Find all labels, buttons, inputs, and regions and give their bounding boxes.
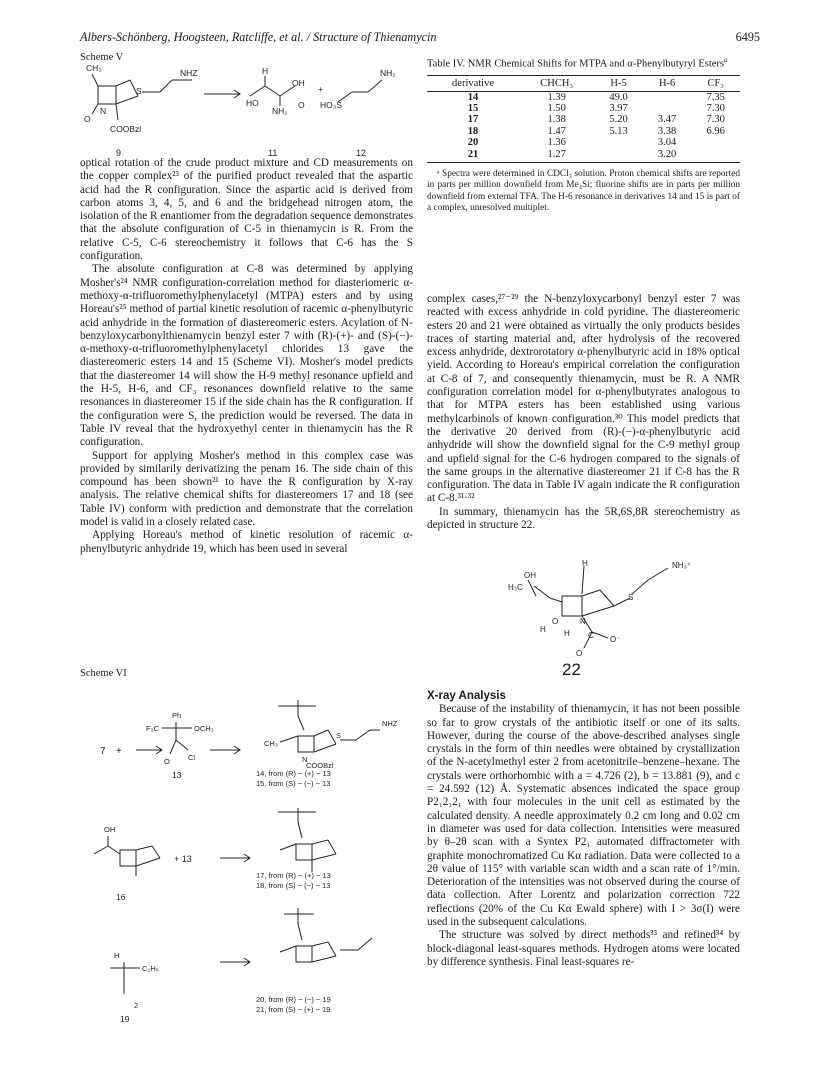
compound-number: 11	[268, 148, 278, 157]
table-cell	[691, 137, 740, 148]
compound-caption: 18, from (S) − (−) − 13	[256, 881, 331, 890]
scheme-label: NHZ	[180, 68, 198, 78]
table-cell: 1.39	[547, 91, 566, 103]
table-row	[427, 137, 740, 148]
paragraph: In summary, thienamycin has the 5R,6S,8R stereochemistry as depicted in structure 22.	[427, 505, 740, 532]
compound-caption: 21, from (S) − (+) − 19	[256, 1005, 331, 1014]
table-row	[427, 91, 740, 103]
table-cell	[691, 149, 740, 163]
table-row	[427, 126, 740, 137]
table-cell: 3.47	[657, 114, 677, 126]
structure-label: H	[540, 625, 546, 634]
scheme-label: S	[136, 86, 142, 96]
paragraph: The structure was solved by direct methods³³ and refined³⁴ by block-diagonal least-squares methods. Hydrogen atoms were located by difference synthesis. Final least-squares re-	[427, 929, 740, 968]
scheme-label: CH₃	[264, 739, 278, 748]
table-cell: 21	[427, 149, 519, 163]
structure-label: O⁻	[610, 635, 621, 644]
scheme-label: OH	[104, 825, 116, 834]
paragraph: complex cases,²⁷⁻²⁹ the N-benzyloxycarbonyl benzyl ester 7 was reacted with excess anhydride in cold pyridine. The diastereomeric esters 20 and 21 were obtained as virtually the only products besides traces of starting material and, after hydrolysis of the recovered excess anhydride, dextrorotatory α-phenylbutyric acid in 18% optical yield. According to Horeau's empirical correlation the configuration at C-8 of 7, and consequently thienamycin, must be R. A NMR configuration correlation model for α-phenylbutyrates analogous to that for MTPA esters has been established using various methylcarbinols of known configuration.³⁰ This model predicts that the derivative 20 derived from (R)-(−)-α-phenylbutyric acid anhydride will show the downfield signal for the C-9 methyl group and upfield signal for the C-6 hydrogen compared to the signals of the same groups in the alternative diastereomer 21 if C-8 has the R configuration. The data in Table IV again indicate the R configuration at C-8.³¹·³²	[427, 293, 740, 505]
scheme-label: S	[336, 731, 342, 740]
scheme-label: H	[114, 951, 120, 960]
table-row	[427, 114, 740, 125]
table-cell	[643, 91, 692, 103]
table-cell: 6.96	[706, 125, 725, 137]
table-header: H-5	[594, 75, 643, 91]
structure-22	[500, 558, 720, 658]
compound-number: 16	[116, 892, 126, 902]
table-header: derivative	[427, 75, 519, 91]
table-cell: 3.04	[657, 137, 677, 149]
structure-label: O	[552, 617, 559, 626]
table-cell: 18	[467, 125, 479, 137]
table-cell: 49.0	[609, 91, 628, 103]
paragraph: optical rotation of the crude product mixture and CD measurements on the copper complex²³ of the purified product revealed that the aspartic acid had the R configuration. Since the aspartic acid is derived from carbon atoms 3, 4, 5, and 6 and the bridgehead nitrogen atom, the isolation of the R enantiomer from the degradation sequence demonstrates that the absolute configuration of C-5 in thienamycin is R. From the relative C-5, C-6 stereochemistry it follows that C-6 has the S configuration.	[80, 157, 413, 263]
table-iv	[427, 54, 740, 215]
table-cell: 3.38	[657, 125, 677, 137]
scheme-label: O	[164, 757, 170, 766]
table-header: CF₃	[691, 75, 740, 91]
scheme-label: +	[116, 746, 122, 757]
scheme-label: 7	[100, 746, 106, 757]
scheme-label: NHZ	[382, 719, 398, 728]
scheme-title: Scheme V	[80, 52, 124, 63]
table-header: H-6	[643, 75, 692, 91]
table-row	[427, 103, 740, 114]
table-cell: 5.20	[609, 114, 628, 126]
table-caption-text: Table IV. NMR Chemical Shifts for MTPA and α-Phenylbutyryl Esters	[427, 58, 724, 70]
compound-caption: 15, from (S) − (−) − 13	[256, 779, 331, 788]
scheme-label: F₃C	[146, 724, 160, 733]
table-cell: 17	[467, 114, 479, 126]
table-cell: 7.30	[706, 102, 725, 114]
table-caption-mark: a	[724, 56, 728, 64]
table-cell: 1.50	[547, 102, 566, 114]
table-cell	[594, 137, 643, 148]
table-cell: 1.36	[547, 137, 566, 149]
structure-label: C	[588, 631, 594, 640]
scheme-label: 2	[134, 1001, 139, 1010]
running-title: Albers-Schönberg, Hoogsteen, Ratcliffe, et al. / Structure of Thienamycin	[80, 30, 437, 44]
scheme-label: HO₃S	[320, 100, 342, 110]
structure-label: H₃C	[508, 583, 523, 592]
scheme-label: O	[298, 100, 305, 110]
table-header: CHCH₃	[519, 75, 594, 91]
section-heading: X-ray Analysis	[427, 690, 506, 702]
scheme-label: N	[302, 755, 308, 764]
page-number: 6495	[735, 30, 760, 44]
paragraph: The absolute configuration at C-8 was determined by applying Mosher's²⁴ NMR configuration-correlation method for diasteriomeric α-methoxy-α-trifluoromethylphenylacetyl (MTPA) esters and by using Horeau's²⁵ method of partial kinetic resolution of racemic α-phenylbutyric acid anhydride in the formation of diastereomeric esters. Acylation of N-benzyloxycarbonylthienamycin benzyl ester 7 with (R)-(+)- and (S)-(−)-α-methoxy-α-trifluoromethylphenylacetyl chlorides 13 gave the diastereomeric esters 14 and 15 (Scheme VI). Mosher's model predicts that the diastereomer 14 will show the H-9 methyl resonance upfield and the H-5, H-6, and CF₃ resonances downfield relative to the same resonances in diastereomer 15 if the side chain has the R configuration. If the configuration were S, the prediction would be reversed. The data in Table IV reveal that the hydroxyethyl center in thienamycin has the R configuration.	[80, 263, 413, 449]
table-cell	[643, 103, 692, 114]
table-cell: 5.13	[609, 125, 628, 137]
scheme-v-structures	[80, 62, 420, 157]
scheme-label: H	[262, 66, 269, 76]
scheme-v	[80, 52, 420, 157]
scheme-label: NH₂	[380, 68, 396, 78]
scheme-vi-structures	[80, 682, 413, 1037]
scheme-label: HO	[246, 98, 259, 108]
table-cell: 15	[467, 102, 479, 114]
structure-number: 22	[562, 660, 581, 679]
table-cell: 7.35	[706, 91, 725, 103]
scheme-label: COOBzl	[110, 124, 142, 134]
compound-caption: 14, from (R) − (+) − 13	[256, 769, 331, 778]
scheme-label: + 13	[174, 854, 192, 864]
nmr-table	[427, 75, 740, 163]
scheme-label: N	[100, 106, 107, 116]
structure-label: N	[580, 617, 586, 626]
compound-caption: 17, from (R) − (+) − 13	[256, 871, 331, 880]
scheme-label: C₂H₅	[142, 964, 159, 973]
table-cell: 14	[467, 91, 479, 103]
scheme-label: OCH₃	[194, 724, 214, 733]
structure-22-drawing	[500, 558, 720, 658]
table-footnote: ᵃ Spectra were determined in CDCl₃ solution. Proton chemical shifts are reported in parts per million downfield from Me₄Si; fluorine shifts are in parts per million downfield from external TFA. The H-6 resonance in derivatives 14 and 15 is part of a complex, unresolved multiplet.	[427, 168, 740, 214]
scheme-label: Ph	[172, 711, 182, 720]
table-cell	[594, 149, 643, 163]
scheme-vi	[80, 668, 413, 1040]
scheme-label: COOBzl	[306, 761, 334, 770]
left-column-text	[80, 157, 413, 556]
table-caption	[427, 54, 740, 71]
scheme-title: Scheme VI	[80, 668, 127, 679]
compound-caption: 20, from (R) − (−) − 19	[256, 995, 331, 1004]
structure-label: NH₃⁺	[672, 561, 692, 570]
table-cell: 1.27	[519, 149, 594, 163]
compound-number: 19	[120, 1014, 130, 1024]
running-header	[80, 30, 760, 45]
table-cell: 20	[467, 137, 479, 149]
structure-label: S	[628, 593, 634, 602]
structure-label: H	[582, 559, 588, 568]
compound-number: 13	[172, 770, 182, 780]
table-cell: 1.47	[547, 125, 566, 137]
paragraph: Applying Horeau's method of kinetic resolution of racemic α-phenylbutyric anhydride 19, which has been used in several	[80, 529, 413, 555]
scheme-label: CH₃	[86, 63, 102, 73]
structure-label: O	[576, 649, 583, 658]
right-column-text	[427, 293, 740, 532]
table-cell: 1.38	[547, 114, 566, 126]
table-row	[427, 149, 740, 163]
scheme-label: O	[84, 114, 91, 124]
paragraph: Support for applying Mosher's method in this complex case was provided by similarily derivatizing the penam 16. The side chain of this compound has been shown²¹ to have the R configuration by X-ray analysis. The relative chemical shifts for diastereomers 17 and 18 (see Table IV) conform with prediction and demonstrate that the correlation model is valid in a closely related case.	[80, 449, 413, 529]
paragraph: Because of the instability of thienamycin, it has not been possible so far to grow crystals of the antibiotic itself or one of its salts. However, during the course of the above-described analyses single crystals in the form of thin needles were obtained by crystallization of the N-acetylmethyl ester 2 from acetonitrile–benzene–hexane. The crystals were orthorhombic with a = 4.726 (2), b = 13.881 (9), and c = 24.592 (12) Å. Systematic absences indicated the space group P2₁2₁2₁ with four molecules in the unit cell as estimated by the calculated density. A needle approximately 0.2 cm long and 0.02 cm in diameter was used for data collection. Intensities were measured by θ–2θ scan with a Syntex P2₁ automated diffractometer with graphite monochromatized Cu Kα radiation. Data were collected to a 2θ value of 115° with variable scan width and a scan rate of 1°/min. Deterioration of the intensities was not observed during the course of data collection. After Lorentz and polarization correction 722 reflections (20% of the Cu Kα Ewald sphere) with I > 3σ(I) were used in the subsequent calculations.	[427, 703, 740, 929]
scheme-label: NH₂	[272, 106, 288, 116]
scheme-label: Cl	[188, 753, 196, 762]
structure-label: OH	[524, 571, 536, 580]
table-cell: 3.97	[609, 102, 628, 114]
scheme-label: OH	[292, 78, 305, 88]
table-cell: 3.20	[643, 149, 692, 163]
compound-number: 9	[116, 148, 122, 157]
xray-section	[427, 690, 740, 969]
compound-number: 12	[356, 148, 367, 157]
scheme-label: +	[318, 84, 323, 94]
structure-label: H	[564, 629, 570, 638]
table-cell: 7.30	[706, 114, 725, 126]
